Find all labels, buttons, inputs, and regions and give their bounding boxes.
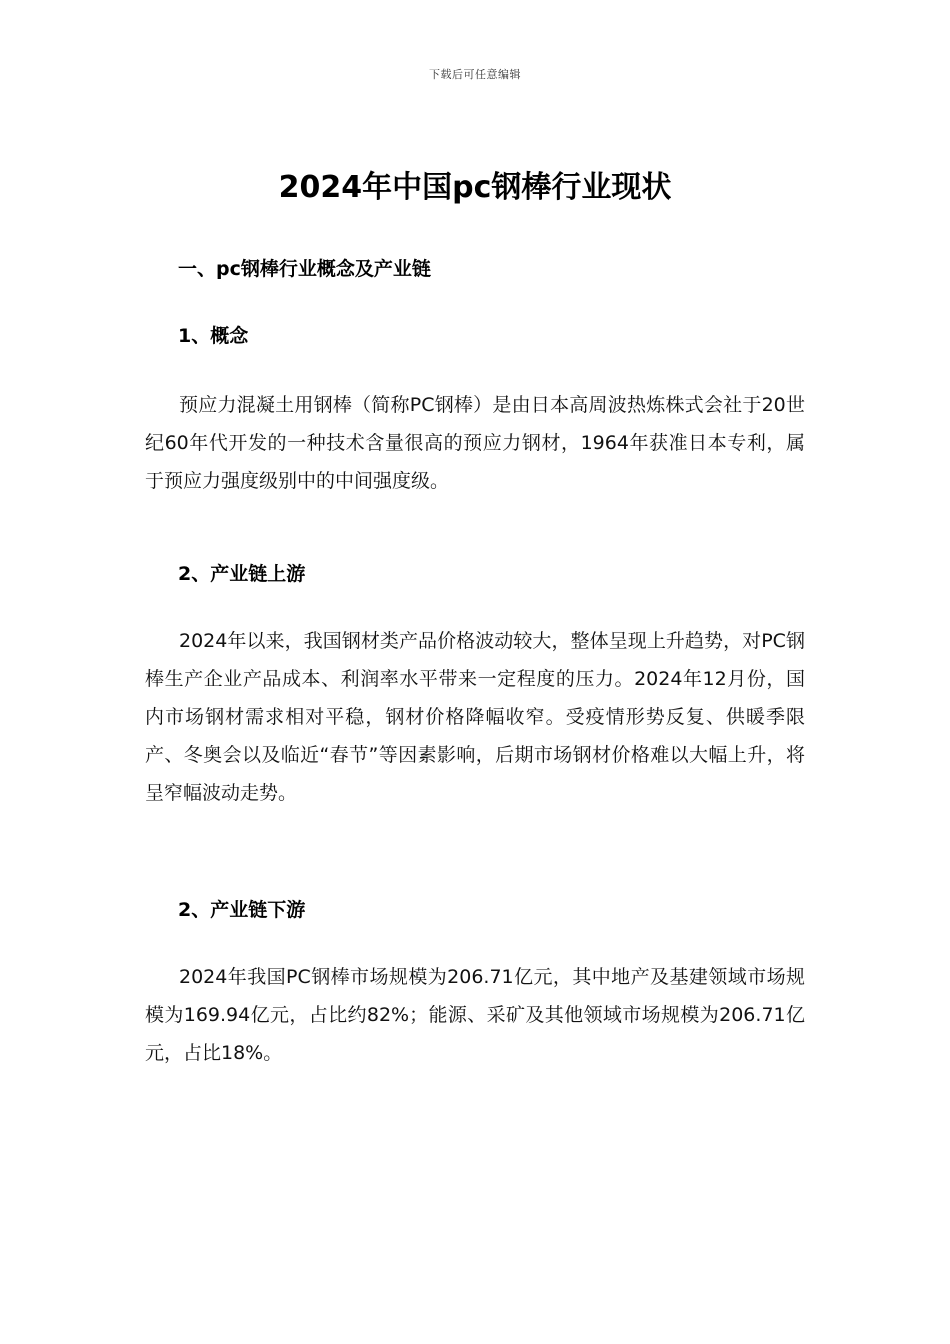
section-heading-concept-and-chain: 一、pc钢棒行业概念及产业链 — [178, 258, 431, 280]
paragraph-upstream: 2024年以来，我国钢材类产品价格波动较大，整体呈现上升趋势，对PC钢棒生产企业产品成本、利润率水平带来一定程度的压力。2024年12月份，国内市场钢材需求相对平稳，钢材价格降幅收窄。受疫情形势反复、供暖季限产、冬奥会以及临近“春节”等因素影响，后期市场钢材价格难以大幅上升，将呈窄幅波动走势。 — [145, 630, 805, 804]
subsection-heading-downstream: 2、产业链下游 — [178, 899, 306, 921]
paragraph-downstream: 2024年我国PC钢棒市场规模为206.71亿元，其中地产及基建领域市场规模为169.94亿元，占比约82%；能源、采矿及其他领域市场规模为206.71亿元，占比18%。 — [145, 966, 805, 1064]
paragraph-concept: 预应力混凝土用钢棒（简称PC钢棒）是由日本高周波热炼株式会社于20世纪60年代开发的一种技术含量很高的预应力钢材，1964年获准日本专利，属于预应力强度级别中的中间强度级。 — [145, 394, 805, 492]
page-header-note: 下载后可任意编辑 — [429, 68, 521, 81]
subsection-heading-concept: 1、概念 — [178, 325, 249, 347]
subsection-heading-upstream: 2、产业链上游 — [178, 563, 306, 585]
document-title: 2024年中国pc钢棒行业现状 — [278, 170, 672, 205]
